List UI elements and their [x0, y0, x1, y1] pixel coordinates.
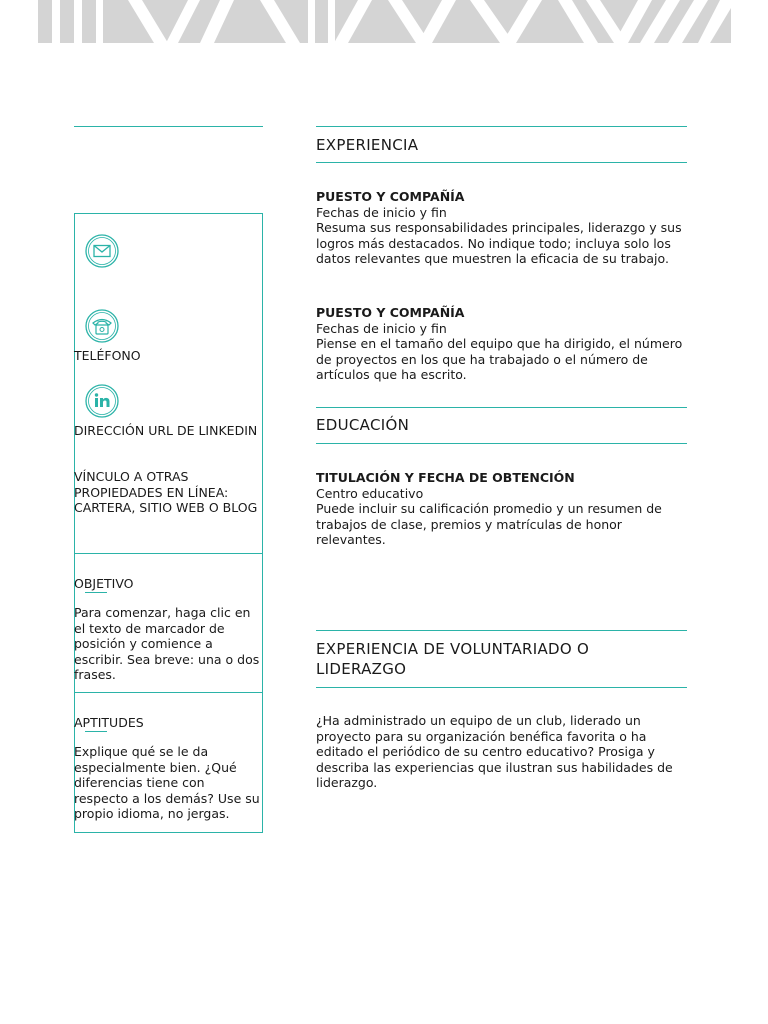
- entry-description: Puede incluir su calificación promedio y un resumen de trabajos de clase, premios y matrículas de honor relevantes.: [316, 501, 662, 547]
- entry-title: TITULACIÓN Y FECHA DE OBTENCIÓN: [316, 470, 575, 485]
- left-top-rule: [74, 126, 263, 127]
- objetivo-divider: [74, 553, 263, 554]
- voluntariado-description: ¿Ha administrado un equipo de un club, liderado un proyecto para su organización benéfica favorita o ha editado el periódico de su centro educativo? Prosiga y describa las experiencias que ilustran sus habilidades de liderazgo.: [316, 713, 673, 790]
- entry-dates: Fechas de inicio y fin: [316, 204, 447, 220]
- telefono-label: TELÉFONO: [74, 348, 141, 363]
- experiencia-title: EXPERIENCIA: [316, 136, 419, 154]
- objetivo-underline: [85, 592, 107, 593]
- entry-title: PUESTO Y COMPAÑÍA: [316, 305, 465, 320]
- educacion-bottom-rule: [316, 443, 687, 444]
- objetivo-heading: [74, 576, 134, 591]
- educacion-top-rule: [316, 407, 687, 408]
- decorative-header-banner: [38, 0, 731, 43]
- aptitudes-heading: [74, 715, 144, 730]
- entry-dates: Fechas de inicio y fin: [316, 320, 447, 336]
- linkedin-label: DIRECCIÓN URL DE LINKEDIN: [74, 423, 258, 438]
- telephone-icon: [85, 309, 119, 343]
- envelope-icon: [85, 234, 119, 268]
- educacion-title: EDUCACIÓN: [316, 416, 410, 434]
- entry-school: Centro educativo: [316, 485, 424, 501]
- linkedin-icon: [85, 384, 119, 418]
- educacion-entry: [316, 470, 688, 548]
- contact-sidebar-box: [74, 213, 263, 833]
- aptitudes-underline: [85, 731, 107, 732]
- entry-description: Resuma sus responsabilidades principales, liderazgo y sus logros más destacados. No indique todo; incluya solo los datos relevantes que muestren la eficacia de su trabajo.: [316, 220, 682, 266]
- aptitudes-text: Explique qué se le da especialmente bien. ¿Qué diferencias tiene con respecto a los demás? Use su propio idioma, no jergas.: [74, 744, 260, 821]
- experiencia-bottom-rule: [316, 162, 687, 163]
- experiencia-entry-1: [316, 189, 688, 267]
- experiencia-entry-2: [316, 305, 688, 383]
- experiencia-top-rule: [316, 126, 687, 127]
- otras-propiedades-label: VÍNCULO A OTRAS PROPIEDADES EN LÍNEA: CARTERA, SITIO WEB O BLOG: [74, 469, 258, 515]
- entry-title: PUESTO Y COMPAÑÍA: [316, 189, 465, 204]
- aptitudes-divider: [74, 692, 263, 693]
- voluntariado-bottom-rule: [316, 687, 687, 688]
- aptitudes-title: APTITUDES: [74, 715, 144, 730]
- voluntariado-top-rule: [316, 630, 687, 631]
- objetivo-title: OBJETIVO: [74, 576, 134, 591]
- objetivo-text: Para comenzar, haga clic en el texto de marcador de posición y comience a escribir. Sea breve: una o dos frases.: [74, 605, 260, 682]
- voluntariado-title: EXPERIENCIA DE VOLUNTARIADO O LIDERAZGO: [316, 640, 590, 678]
- entry-description: Piense en el tamaño del equipo que ha dirigido, el número de proyectos en los que ha trabajado o el número de artículos que ha escrito.: [316, 336, 683, 382]
